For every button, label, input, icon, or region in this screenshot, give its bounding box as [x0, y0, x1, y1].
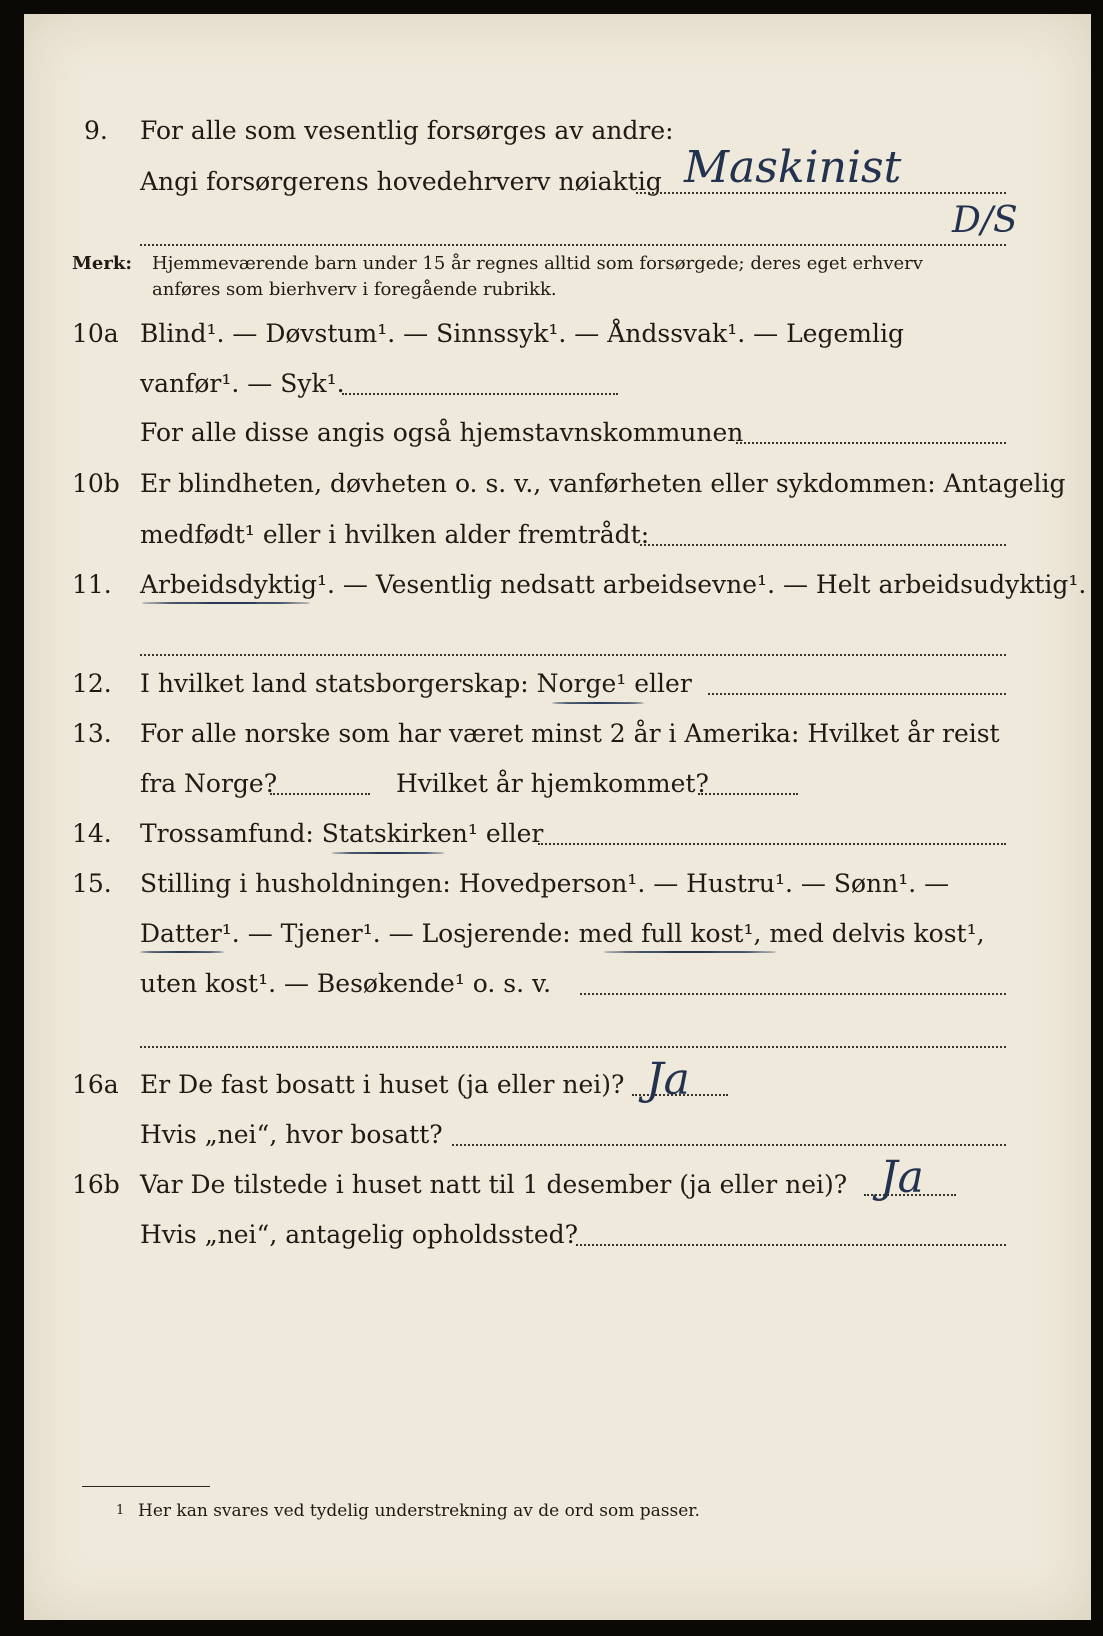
q12-underline-mark: [552, 702, 644, 704]
q10a-syk-line: [342, 393, 618, 395]
q16a-number: 16a: [72, 1070, 119, 1099]
q9-extra-line: [140, 244, 1006, 246]
q16a-handwritten-answer: Ja: [646, 1054, 690, 1105]
q15-extra-line: [140, 1046, 1006, 1048]
q16b-number: 16b: [72, 1170, 120, 1199]
q13-line1: For alle norske som har været minst 2 år i Amerika: Hvilket år reist: [140, 719, 1000, 748]
q10a-kommune-line: [736, 442, 1006, 444]
q15-datter-underline: [140, 951, 224, 953]
q16a-line2: Hvis „nei“, hvor bosatt?: [140, 1120, 443, 1149]
q11-line1: Arbeidsdyktig¹. — Vesentlig nedsatt arbeidsevne¹. — Helt arbeidsudyktig¹.: [140, 570, 1087, 599]
q16a-bosatt-line: [452, 1144, 1006, 1146]
q11-number: 11.: [72, 570, 112, 599]
q14-answer-line: [538, 843, 1006, 845]
q10a-line1: Blind¹. — Døvstum¹. — Sinnssyk¹. — Åndssvak¹. — Legemlig: [140, 319, 904, 348]
q15-line1: Stilling i husholdningen: Hovedperson¹. — Hustru¹. — Sønn¹. —: [140, 869, 950, 898]
q11-extra-line: [140, 654, 1006, 656]
q14-line1: Trossamfund: Statskirken¹ eller: [140, 819, 544, 848]
q12-answer-line: [708, 693, 1006, 695]
q13-line2b: Hvilket år hjemkommet?: [396, 769, 709, 798]
q16b-opholdssted-line: [576, 1244, 1006, 1246]
q13-line2a: fra Norge?: [140, 769, 278, 798]
q15-number: 15.: [72, 869, 112, 898]
q12-number: 12.: [72, 669, 112, 698]
q10a-line3: For alle disse angis også hjemstavnskommunen: [140, 418, 744, 447]
q15-answer-line: [580, 993, 1006, 995]
q16b-line2: Hvis „nei“, antagelig opholdssted?: [140, 1220, 579, 1249]
q10b-line1: Er blindheten, døvheten o. s. v., vanførheten eller sykdommen: Antagelig: [140, 469, 1066, 498]
q13-number: 13.: [72, 719, 112, 748]
q9-number: 9.: [84, 116, 108, 145]
q15-line2: Datter¹. — Tjener¹. — Losjerende: med full kost¹, med delvis kost¹,: [140, 919, 985, 948]
q9-line1: For alle som vesentlig forsørges av andre:: [140, 116, 674, 145]
q11-underline-mark: [142, 602, 310, 604]
footnote-text: Her kan svares ved tydelig understrekning av de ord som passer.: [138, 1501, 700, 1521]
merk-line2: anføres som bierhverv i foregående rubrikk.: [152, 279, 557, 300]
q14-number: 14.: [72, 819, 112, 848]
footnote-rule: [82, 1486, 210, 1487]
q14-underline-mark: [332, 852, 444, 854]
footnote-mark: 1: [116, 1503, 125, 1518]
q13-hjemkommet-line: [698, 793, 798, 795]
q9-line2: Angi forsørgerens hovedehrverv nøiaktig: [140, 167, 662, 196]
merk-label: Merk:: [72, 253, 132, 274]
q13-reist-line: [270, 793, 370, 795]
q10b-line2: medfødt¹ eller i hvilken alder fremtrådt:: [140, 520, 650, 549]
census-form-page: [24, 14, 1091, 1620]
q9-handwritten-answer2: D/S: [952, 200, 1018, 241]
q12-line1: I hvilket land statsborgerskap: Norge¹ eller: [140, 669, 692, 698]
q10b-answer-line: [640, 544, 1006, 546]
merk-line1: Hjemmeværende barn under 15 år regnes alltid som forsørgede; deres eget erhverv: [152, 253, 923, 274]
q10a-number: 10a: [72, 319, 119, 348]
q10a-line2: vanfør¹. — Syk¹.: [140, 369, 345, 398]
q15-fullkost-underline: [604, 951, 776, 953]
q9-handwritten-answer: Maskinist: [684, 142, 902, 193]
q10b-number: 10b: [72, 469, 120, 498]
q16b-handwritten-answer: Ja: [880, 1152, 924, 1203]
q15-line3: uten kost¹. — Besøkende¹ o. s. v.: [140, 969, 552, 998]
q16a-line1: Er De fast bosatt i huset (ja eller nei)?: [140, 1070, 625, 1099]
q16b-line1: Var De tilstede i huset natt til 1 desember (ja eller nei)?: [140, 1170, 848, 1199]
